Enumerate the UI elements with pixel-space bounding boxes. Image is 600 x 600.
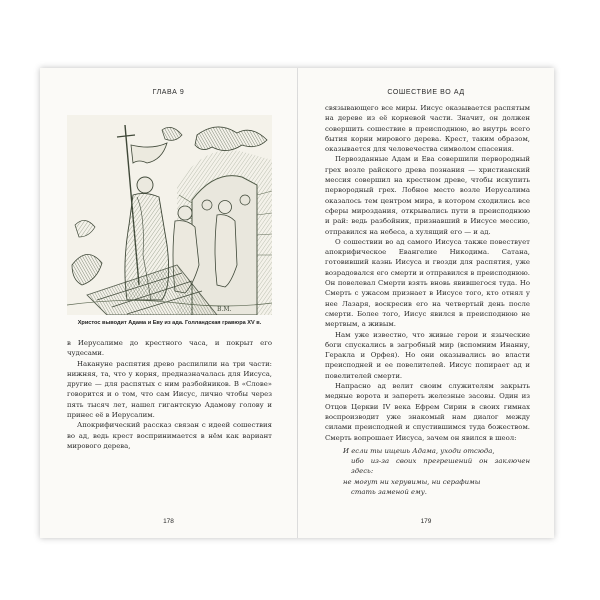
figure-caption: Христос выводит Адама и Еву из ада. Голландская гравюра XV в. [77, 320, 262, 326]
left-running-head: ГЛАВА 9 [152, 89, 185, 96]
poem-line: И если ты ищешь Адама, уходи отсюда, [343, 446, 495, 455]
right-body-text [325, 103, 530, 497]
engraving-monogram: B.M. [217, 306, 232, 313]
engraving-illustration [67, 115, 272, 315]
right-paragraph: связывающего все миры. Иисус оказывается распятым на дереве из её корневой части. Значит, он должен совершить сошествие в преисподнюю, во внутрь всего бытия корни мирового дерева. Крест, таким образом, оказывается для человечества символом спасения. [325, 104, 530, 154]
poem-line: не могут ни херувимы, ни серафимы [343, 477, 481, 486]
left-paragraph: Накануне распятия древо распилили на три части: нижняя, та, что у корня, предназначалась для Иисуса, другие — для распятых с ним разбойников. В «Слове» говорится и о том, что сам Иисус, лично чтобы через пять тысяч лет, нашел гигантскую Адамову голову и принес её в Иерусалим. [67, 359, 272, 420]
right-paragraph: Первозданные Адам и Ева совершили первородный грех возле райского древа познания — христианский мессия совершил на крестном древе, чтобы искупить первородный грех. Лобное место возле Иерусалима оказалось тем центром мира, в котором сходились все сферы мироздания, открывались пути в преисподнюю и рай: ведь разбойник, признавший в Иисусе мессию, отправился на небеса, а хулящий его — и ад. [325, 155, 530, 236]
book-spread [40, 68, 554, 538]
right-page-number: 179 [420, 518, 432, 525]
poem-quote [325, 446, 530, 497]
right-paragraph: Напрасно ад велит своим служителям закрыть медные ворота и запереть железные засовы. Один из Отцов Церкви IV века Ефрем Сирин в своих гимнах воспроизводит уже знакомый нам диалог между силами преисподней и спустившимся туда божеством. Смерть вопрошает Иисуса, зачем он явился в шеол: [325, 382, 530, 442]
poem-line: ибо из-за своих прегрешений он заключен здесь: [351, 457, 530, 476]
left-page [40, 68, 297, 538]
left-paragraph: Апокрифический рассказ связан с идеей сошествия во ад, ведь крест воспринимается в нём как вариант мирового дерева, [67, 421, 272, 450]
right-paragraph: Нам уже известно, что живые герои и языческие боги спускались в загробный мир (вспомним Инанну, Геракла и Орфея). Но они оказывались во власти преисподней и ее повелителей. Иисус попирает ад и повелителей смерти. [325, 330, 530, 380]
left-page-number: 178 [163, 518, 174, 525]
left-paragraph: в Иерусалиме до крестного часа, и покрыт его чудесами. [67, 339, 272, 358]
poem-line: стать заменой ему. [351, 487, 427, 496]
right-page [298, 68, 554, 538]
engraving-svg [67, 115, 272, 315]
right-paragraph: О сошествии во ад самого Иисуса также повествует апокрифическое Евангелие Никодима. Сатана, готовивший казнь Иисуса и гвозди для распятия, уже возрадовался его смерти и отправился в преисподнюю. Он повелевал Смерти взять вновь явившегося туда. Но Смерть с ужасом признает в Иисусе того, кто отнял у нее Лазаря, воскресив его на четвертый день после смерти. Более того, Иисус явился в преисподнюю не мертвым, а живым. [325, 237, 530, 329]
right-running-head: СОШЕСТВИЕ ВО АД [387, 89, 465, 96]
left-body-text [67, 338, 272, 451]
